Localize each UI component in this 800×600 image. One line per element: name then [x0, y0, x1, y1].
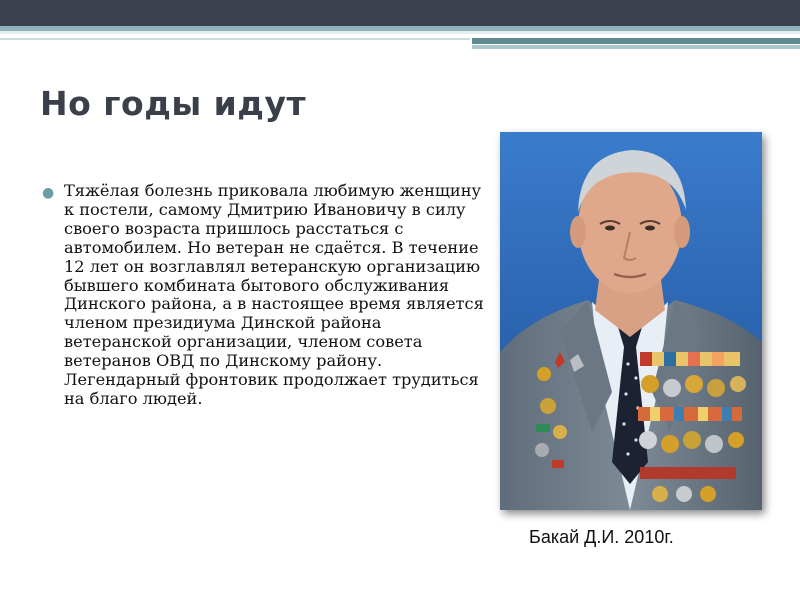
accent-bar-right-light [472, 45, 800, 49]
accent-bar-right [472, 38, 800, 44]
header-stripe-light [0, 31, 800, 34]
slide-title: Но годы идут [40, 84, 307, 123]
veteran-photo [500, 132, 762, 510]
bullet-text: Тяжёлая болезнь приковала любимую женщину к постели, самому Дмитрию Ивановичу в силу своего возраста пришлось расстаться с автомобилем. Но ветеран не сдаётся. В течение 12 лет он возглавлял ветеранскую организацию бывшего комбината бытового обслуживания Динского района, а в настоящее время является членом президиума Динской района ветеранской организации, членом совета ветеранов ОВД по Динскому району. Легендарный фронтовик продолжает трудиться на благо людей. [64, 181, 484, 408]
top-bar [0, 0, 800, 26]
photo-caption: Бакай Д.И. 2010г. [529, 527, 674, 547]
accent-line-left [0, 38, 470, 40]
veteran-portrait-icon [500, 132, 762, 510]
bullet-icon: ● [42, 185, 55, 201]
